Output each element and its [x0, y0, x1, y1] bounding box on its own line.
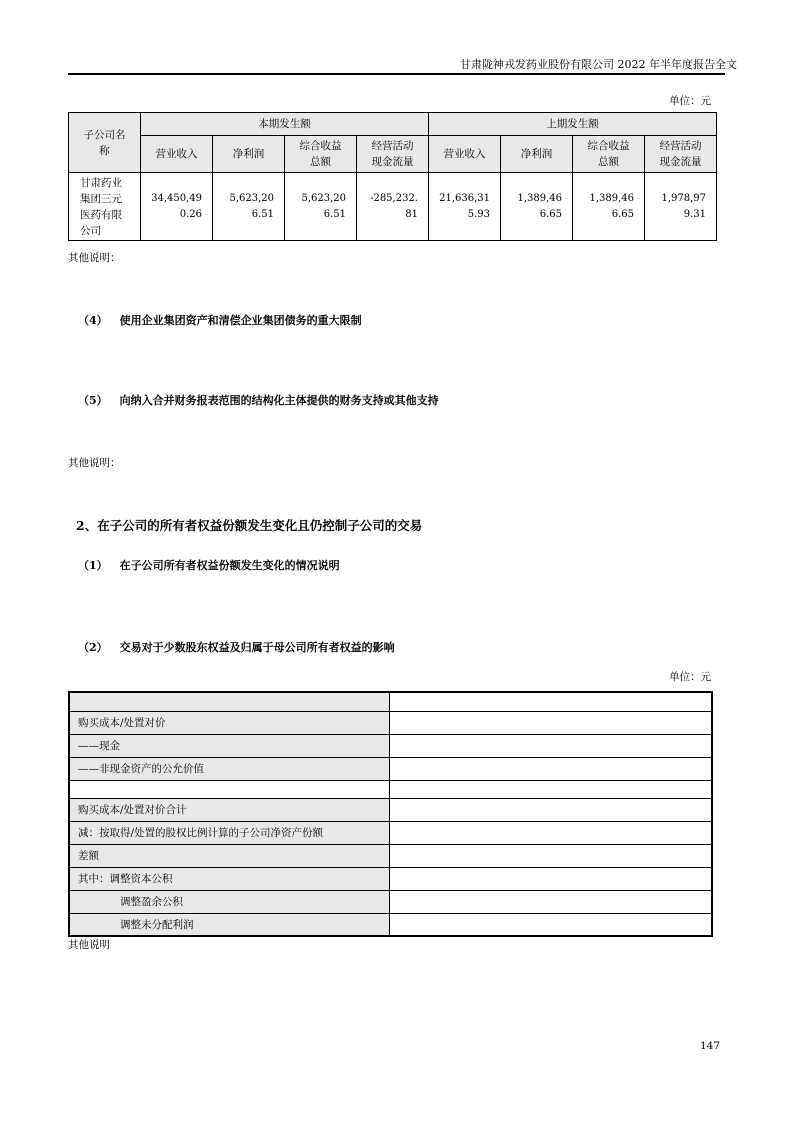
- other-note-after-table2: 其他说明: [68, 939, 110, 951]
- subsidiary-name-cell: 甘肃药业集团三元医药有限公司: [69, 173, 141, 241]
- row-label-cash: ——现金: [69, 734, 389, 757]
- section-number: （5）: [78, 394, 108, 407]
- table-row-subsidiary: [69, 173, 717, 241]
- operating-cashflow-prior-cell: 1,978,979.31: [645, 173, 717, 241]
- section-title: 在子公司所有者权益份额发生变化的情况说明: [119, 559, 340, 572]
- comprehensive-income-prior-cell: 1,389,466.65: [573, 173, 645, 241]
- row-label-header: [69, 692, 389, 711]
- unit-label-table1: 单位：元: [669, 95, 711, 107]
- row-value: [389, 844, 712, 867]
- section-title: 向纳入合并财务报表范围的结构化主体提供的财务支持或其他支持: [119, 394, 439, 407]
- subsidiary-financials-table: [68, 112, 717, 241]
- row-label-adjust-surplus-reserve: 调整盈余公积: [69, 890, 389, 913]
- table-row: [69, 692, 712, 711]
- section-heading-item5: [78, 392, 439, 408]
- section-heading-item1: [78, 557, 340, 573]
- table-row: [69, 757, 712, 780]
- col-header-net-profit-current: 净利润: [213, 136, 285, 173]
- other-note-after-item5: 其他说明：: [68, 457, 121, 469]
- row-label-adjust-capital-reserve: 其中：调整资本公积: [69, 867, 389, 890]
- row-label-noncash-fair-value: ——非现金资产的公允价值: [69, 757, 389, 780]
- table-row: [69, 890, 712, 913]
- table-row: [69, 844, 712, 867]
- table-row: [69, 913, 712, 936]
- table-row: [69, 711, 712, 734]
- section-title: 在子公司的所有者权益份额发生变化且仍控制子公司的交易: [97, 518, 423, 533]
- section-heading-main2: [76, 516, 422, 534]
- table-row: [69, 780, 712, 798]
- col-header-operating-cashflow-current: 经营活动现金流量: [357, 136, 429, 173]
- row-label-purchase-cost: 购买成本/处置对价: [69, 711, 389, 734]
- row-label-adjust-undistributed-profit: 调整未分配利润: [69, 913, 389, 936]
- row-label-less-net-asset-share: 减：按取得/处置的股权比例计算的子公司净资产份额: [69, 821, 389, 844]
- row-value: [389, 798, 712, 821]
- row-value: [389, 821, 712, 844]
- section-number: （4）: [78, 314, 108, 327]
- section-number: 2、: [76, 518, 98, 533]
- revenue-current-cell: 34,450,490.26: [141, 173, 213, 241]
- group-header-prior-period: 上期发生额: [429, 113, 717, 136]
- table-row: [69, 798, 712, 821]
- row-value: [389, 867, 712, 890]
- col-header-comprehensive-income-current: 综合收益总额: [285, 136, 357, 173]
- table-row: [69, 734, 712, 757]
- section-heading-item4: [78, 312, 362, 328]
- other-note-after-table1: 其他说明：: [68, 252, 121, 264]
- section-number: （1）: [78, 559, 108, 572]
- table-row: [69, 867, 712, 890]
- section-heading-item2: [78, 639, 395, 655]
- row-value: [389, 711, 712, 734]
- col-header-operating-cashflow-prior: 经营活动现金流量: [645, 136, 717, 173]
- group-header-current-period: 本期发生额: [141, 113, 429, 136]
- row-label-blank: [69, 780, 389, 798]
- operating-cashflow-current-cell: -285,232.81: [357, 173, 429, 241]
- row-value: [389, 757, 712, 780]
- row-label-purchase-cost-total: 购买成本/处置对价合计: [69, 798, 389, 821]
- page-number: 147: [700, 1040, 721, 1052]
- row-value: [389, 780, 712, 798]
- row-value-header: [389, 692, 712, 711]
- net-profit-prior-cell: 1,389,466.65: [501, 173, 573, 241]
- table-row: [69, 821, 712, 844]
- header-rule: [68, 73, 725, 75]
- section-number: （2）: [78, 641, 108, 654]
- equity-impact-table: [68, 691, 713, 937]
- document-header-title: 甘肃陇神戎发药业股份有限公司 2022 年半年度报告全文: [460, 58, 737, 71]
- row-value: [389, 734, 712, 757]
- col-header-comprehensive-income-prior: 综合收益总额: [573, 136, 645, 173]
- row-value: [389, 913, 712, 936]
- col-header-revenue-current: 营业收入: [141, 136, 213, 173]
- unit-label-table2: 单位：元: [669, 671, 711, 683]
- revenue-prior-cell: 21,636,315.93: [429, 173, 501, 241]
- col-header-net-profit-prior: 净利润: [501, 136, 573, 173]
- col-header-subsidiary-name: 子公司名称: [69, 113, 141, 173]
- net-profit-current-cell: 5,623,206.51: [213, 173, 285, 241]
- comprehensive-income-current-cell: 5,623,206.51: [285, 173, 357, 241]
- row-value: [389, 890, 712, 913]
- row-label-difference: 差额: [69, 844, 389, 867]
- col-header-revenue-prior: 营业收入: [429, 136, 501, 173]
- section-title: 交易对于少数股东权益及归属于母公司所有者权益的影响: [119, 641, 395, 654]
- section-title: 使用企业集团资产和清偿企业集团债务的重大限制: [119, 314, 362, 327]
